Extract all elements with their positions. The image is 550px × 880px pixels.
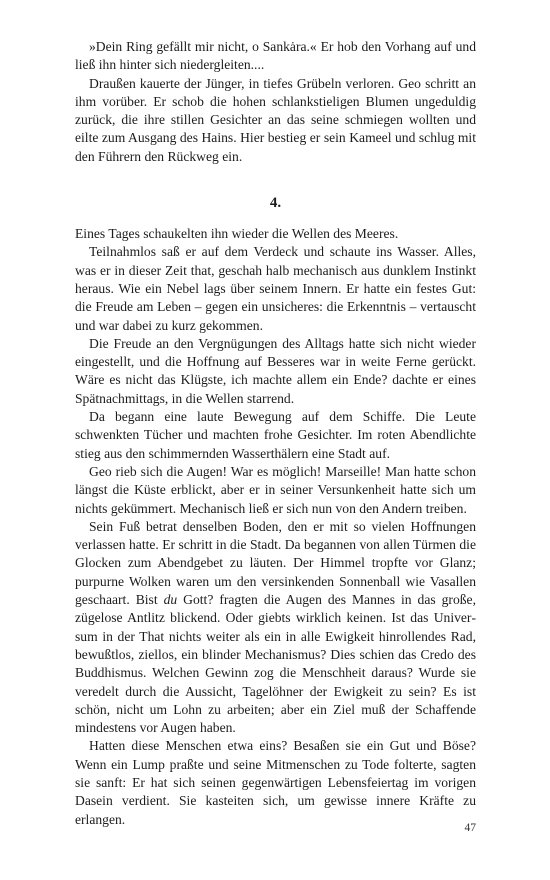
chapter-heading: 4. <box>269 195 282 212</box>
paragraph <box>75 518 476 738</box>
paragraph: Geo rieb sich die Augen! War es möglich! Marseille! Man hatte schon längst die Küste erblickt, aber er in seiner Versunkenheit hatte sich um nichts gekümmert. Mechanisch ließ er sich nun von den Andern treiben. <box>75 463 476 516</box>
paragraph: »Dein Ring gefällt mir nicht, o Sankȧra.« Er hob den Vorhang auf und ließ ihn hinter sich niedergleiten.... <box>75 39 476 73</box>
text-section-chapter-4 <box>75 225 476 829</box>
page-number: 47 <box>464 822 476 834</box>
text-section-before-chapter <box>75 38 476 166</box>
paragraph: Da begann eine laute Bewegung auf dem Schiffe. Die Leute schwenkten Tücher und machten frohe Gesichter. Im roten Abendlichte stieg aus den schimmernden Wasserthälern eine Stadt auf. <box>75 409 476 461</box>
paragraph: Eines Tages schaukelten ihn wieder die Wellen des Meeres. <box>75 226 399 242</box>
paragraph-text: Sein Fuß betrat denselben Boden, den er mit so vielen Hoffnungen verlassen hatte. Er schritt in die Stadt. Da begannen von allen Türmen die Glocken zum Abendgebet zu läuten. Der Himmel tropfte vor Glanz; purpurne Wolken waren um den versinkenden Sonnenball wie Vasallen geschaart. Bist <box>75 518 476 608</box>
paragraph: Hatten diese Menschen etwa eins? Besaßen sie ein Gut und Böse? Wenn ein Lump praßte und seine Mitmenschen zu Tode folterte, sagten sie sanft: Er hat sich seinen gegenwärtigen Lebensfeiertag im vorigen Dasein verdient. Sie kasteiten sich, um gewisse innere Kräfte zu erlangen. <box>75 738 476 827</box>
emphasized-word: du <box>163 592 178 608</box>
paragraph-text: Gott? fragten die Augen des Mannes in das große, zügelose Antlitz blickend. Oder giebts wirklich keinen. Ist das Universum in der That nichts weiter als ein in alle Ewigkeit hinrollendes Rad, bewußtlos, ziellos, ein blinder Mechanismus? Dies schien das Credo des Buddhismus. Welchen Gewinn zog die Menschheit daraus? Wurde sie veredelt durch die Aussicht, Tagelöhner der Ewigkeit zu sein? Es ist schön, nicht um Lohn zu arbeiten; aber ein Ziel muß der Schaffende mindestens vor Augen haben. <box>75 592 476 736</box>
paragraph: Die Freude an den Vergnügungen des Alltags hatte sich nicht wieder eingestellt, und die Hoffnung auf Besseres war in weite Ferne gerückt. Wäre es nicht das Klügste, ich machte allem ein Ende? dachte er eines Spätnachmittags, in die Wellen starrend. <box>75 335 476 406</box>
paragraph: Teilnahmlos saß er auf dem Verdeck und schaute ins Wasser. Alles, was er in dieser Zeit that, geschah halb mechanisch aus dunklem Instinkt heraus. Wie ein Nebel lags über seinem Innern. Er hatte ein festes Gut: die Freude am Leben – gegen ein unsicheres: die Erkenntnis – vertauscht und war dabei zu kurz gekommen. <box>75 244 476 333</box>
paragraph: Draußen kauerte der Jünger, in tiefes Grübeln verloren. Geo schritt an ihm vorüber. Er schob die hohen schlankstieligen Blumen ungeduldig zurück, die ihre stillen Gesichter an das seine schmiegen wollten und eilte zum Ausgang des Hains. Hier bestieg er sein Kameel und schlug mit den Führern den Rückweg ein. <box>75 75 476 164</box>
